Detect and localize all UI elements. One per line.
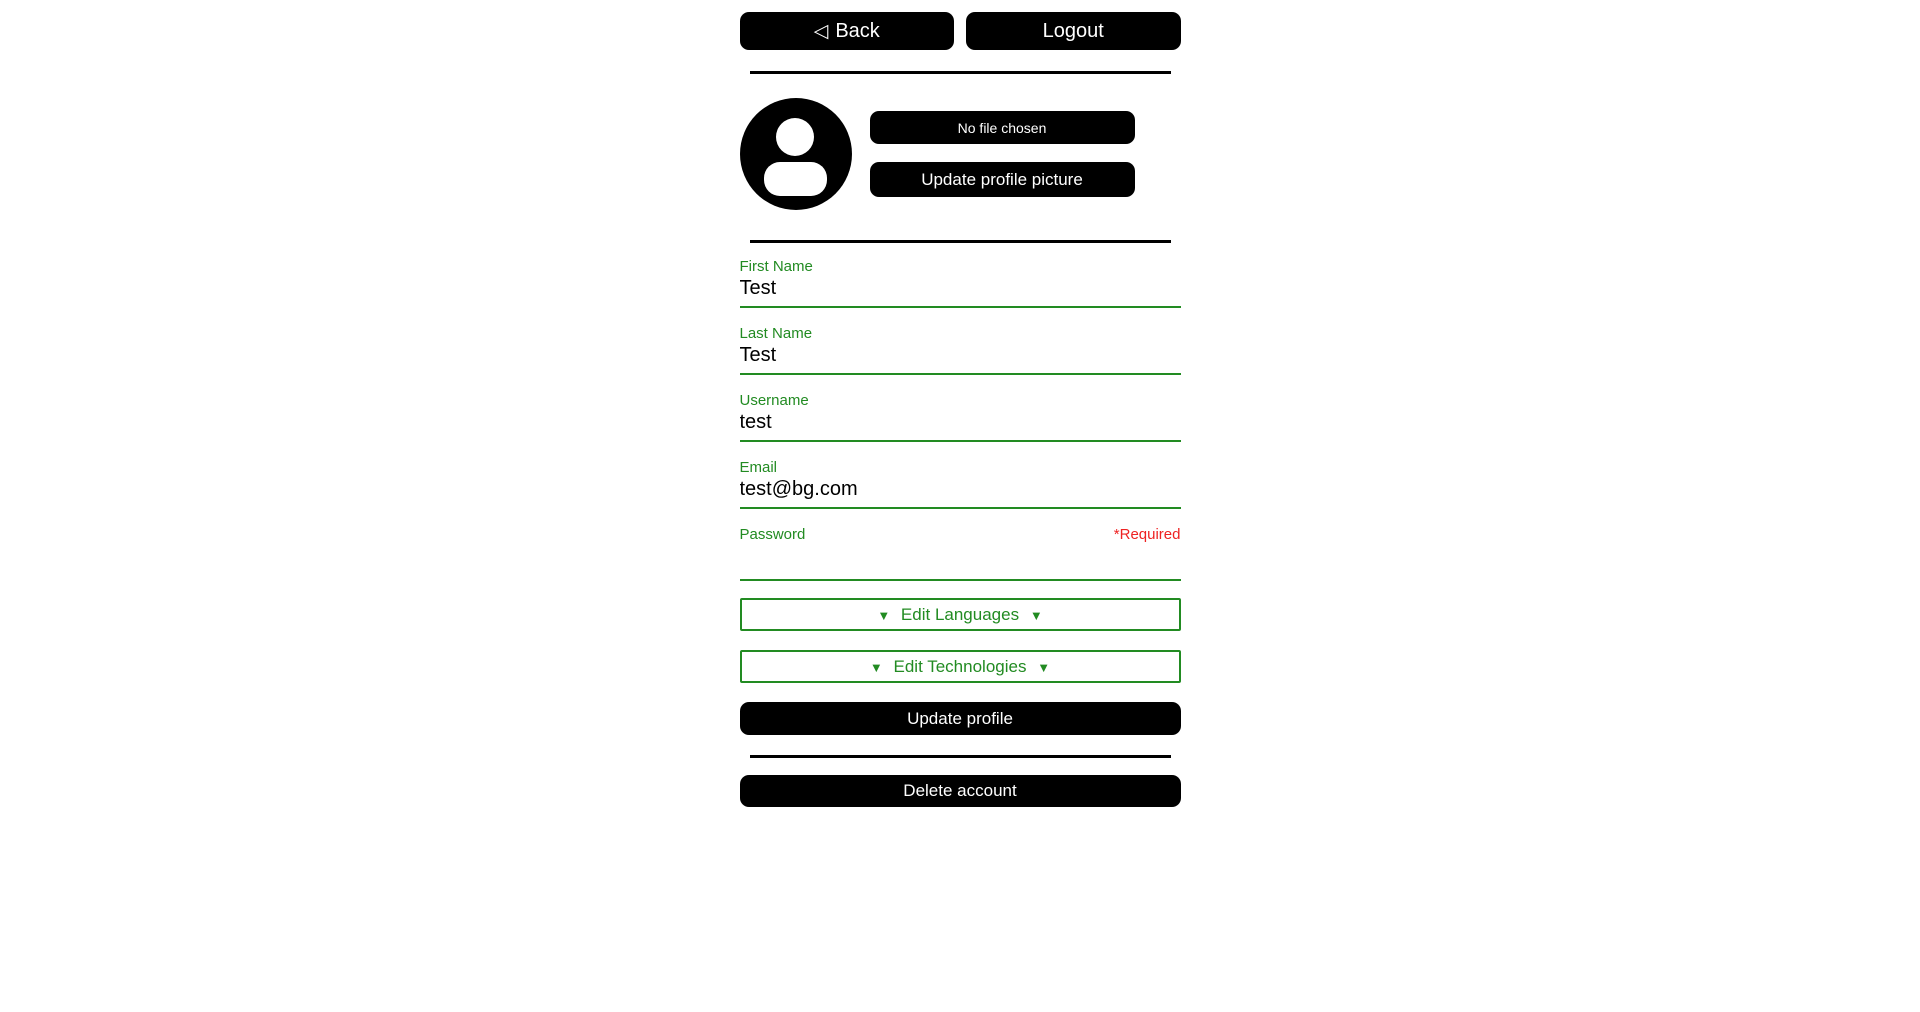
divider-delete (750, 755, 1171, 758)
last-name-label: Last Name (739, 325, 813, 342)
back-arrow-icon: ◁ (813, 20, 829, 42)
email-input[interactable] (740, 476, 1181, 509)
last-name-input[interactable] (740, 342, 1181, 375)
file-status-label: No file chosen (957, 119, 1047, 136)
password-label-row (740, 526, 1181, 543)
logout-button[interactable] (966, 12, 1181, 50)
edit-technologies-label: Edit Technologies (893, 656, 1027, 676)
chevron-down-icon: ▼ (1029, 607, 1043, 623)
first-name-input[interactable] (740, 275, 1181, 308)
person-body-icon (764, 162, 827, 196)
divider-avatar (750, 240, 1171, 243)
username-label: Username (739, 392, 809, 409)
username-field-group (740, 392, 1181, 442)
username-input[interactable] (740, 409, 1181, 442)
first-name-label: First Name (739, 258, 813, 275)
avatar-upload-controls (870, 111, 1135, 197)
update-picture-label: Update profile picture (921, 169, 1083, 189)
chevron-down-icon: ▼ (1037, 659, 1051, 675)
password-required-note: *Required (1113, 526, 1181, 543)
edit-technologies-button[interactable] (740, 650, 1181, 683)
delete-account-button[interactable] (740, 775, 1181, 807)
divider-top (750, 71, 1171, 74)
logout-button-label: Logout (1042, 19, 1104, 42)
update-picture-button[interactable] (870, 162, 1135, 197)
avatar (740, 98, 852, 210)
password-field-group (740, 526, 1181, 581)
person-head-icon (776, 118, 814, 156)
email-label: Email (739, 459, 778, 476)
update-profile-button[interactable] (740, 702, 1181, 735)
top-button-row (740, 12, 1181, 50)
edit-languages-button[interactable] (740, 598, 1181, 631)
update-profile-label: Update profile (907, 708, 1013, 728)
password-input[interactable] (740, 543, 1181, 581)
back-button-label: Back (835, 19, 880, 42)
delete-account-label: Delete account (903, 781, 1017, 800)
edit-languages-label: Edit Languages (900, 604, 1020, 624)
back-button[interactable] (740, 12, 955, 50)
chevron-down-icon: ▼ (877, 607, 891, 623)
last-name-field-group (740, 325, 1181, 375)
email-field-group (740, 459, 1181, 509)
avatar-section (740, 98, 1181, 210)
first-name-field-group (740, 258, 1181, 308)
file-input[interactable] (870, 111, 1135, 144)
password-label: Password (739, 526, 806, 543)
chevron-down-icon: ▼ (869, 659, 883, 675)
profile-edit-page (740, 0, 1181, 807)
